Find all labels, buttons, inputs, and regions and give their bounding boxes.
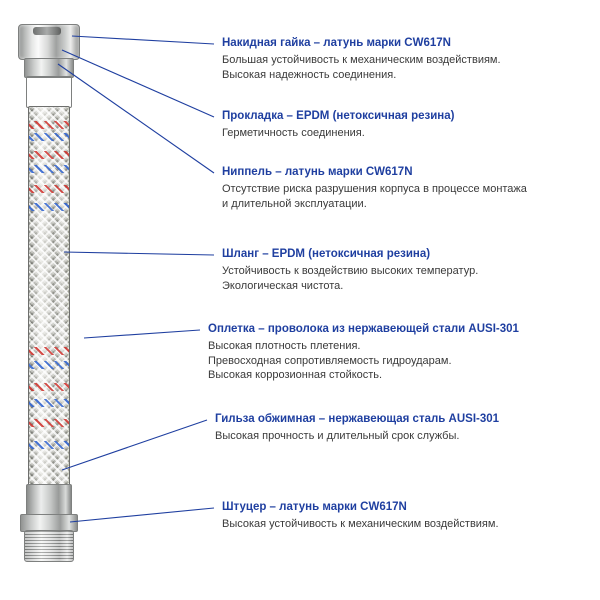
callout-line: Высокая плотность плетения. [208,340,361,352]
callout-nakidnaya-gayka [222,36,501,82]
callout-shlang [222,247,478,293]
callout-line: Большая устойчивость к механическим воздействиям. [222,54,501,66]
callout-line: Экологическая чистота. [222,279,344,292]
callout-title: Штуцер – латунь марки CW617N [222,501,407,513]
callout-title: Шланг – EPDM (нетоксичная резина) [222,248,431,260]
callout-nippel [222,165,527,211]
stud-bottom-part [24,530,74,562]
callout-line: Превосходная сопротивляемость гидроударам. [208,354,452,367]
ferrule-bottom-part [26,484,72,516]
braided-hose-part [28,106,70,486]
callout-title: Прокладка – EPDM (нетоксичная резина) [222,110,455,122]
callout-title: Гильза обжимная – нержавеющая сталь AUSI-301 [215,413,500,425]
callout-line: Герметичность соединения. [222,127,365,139]
callout-line: Отсутствие риска разрушения корпуса в процессе монтажа [222,183,527,195]
ferrule-top-part [26,76,72,108]
callout-line: Устойчивость к воздействию высоких температур. [222,265,479,277]
callout-prokladka [222,109,454,141]
nut-top-part [18,24,80,60]
callout-title: Ниппель – латунь марки CW617N [222,166,413,178]
callout-shtucer [222,500,499,532]
callout-line: Высокая надежность соединения. [222,68,397,81]
callout-gilza [215,412,499,444]
callout-line: Высокая прочность и длительный срок службы. [215,430,460,442]
callout-line: и длительной эксплуатации. [222,197,367,210]
callout-title: Оплетка – проволока из нержавеющей стали AUSI-301 [208,323,519,335]
callout-opletka [208,322,519,383]
collar-top-part [24,58,74,78]
nut-top-bore [33,27,61,35]
product-illustration [10,18,100,563]
callout-line: Высокая коррозионная стойкость. [208,369,383,381]
leader-opletka [84,330,200,338]
callout-title: Накидная гайка – латунь марки CW617N [222,37,451,49]
callout-line: Высокая устойчивость к механическим воздействиям. [222,518,499,530]
